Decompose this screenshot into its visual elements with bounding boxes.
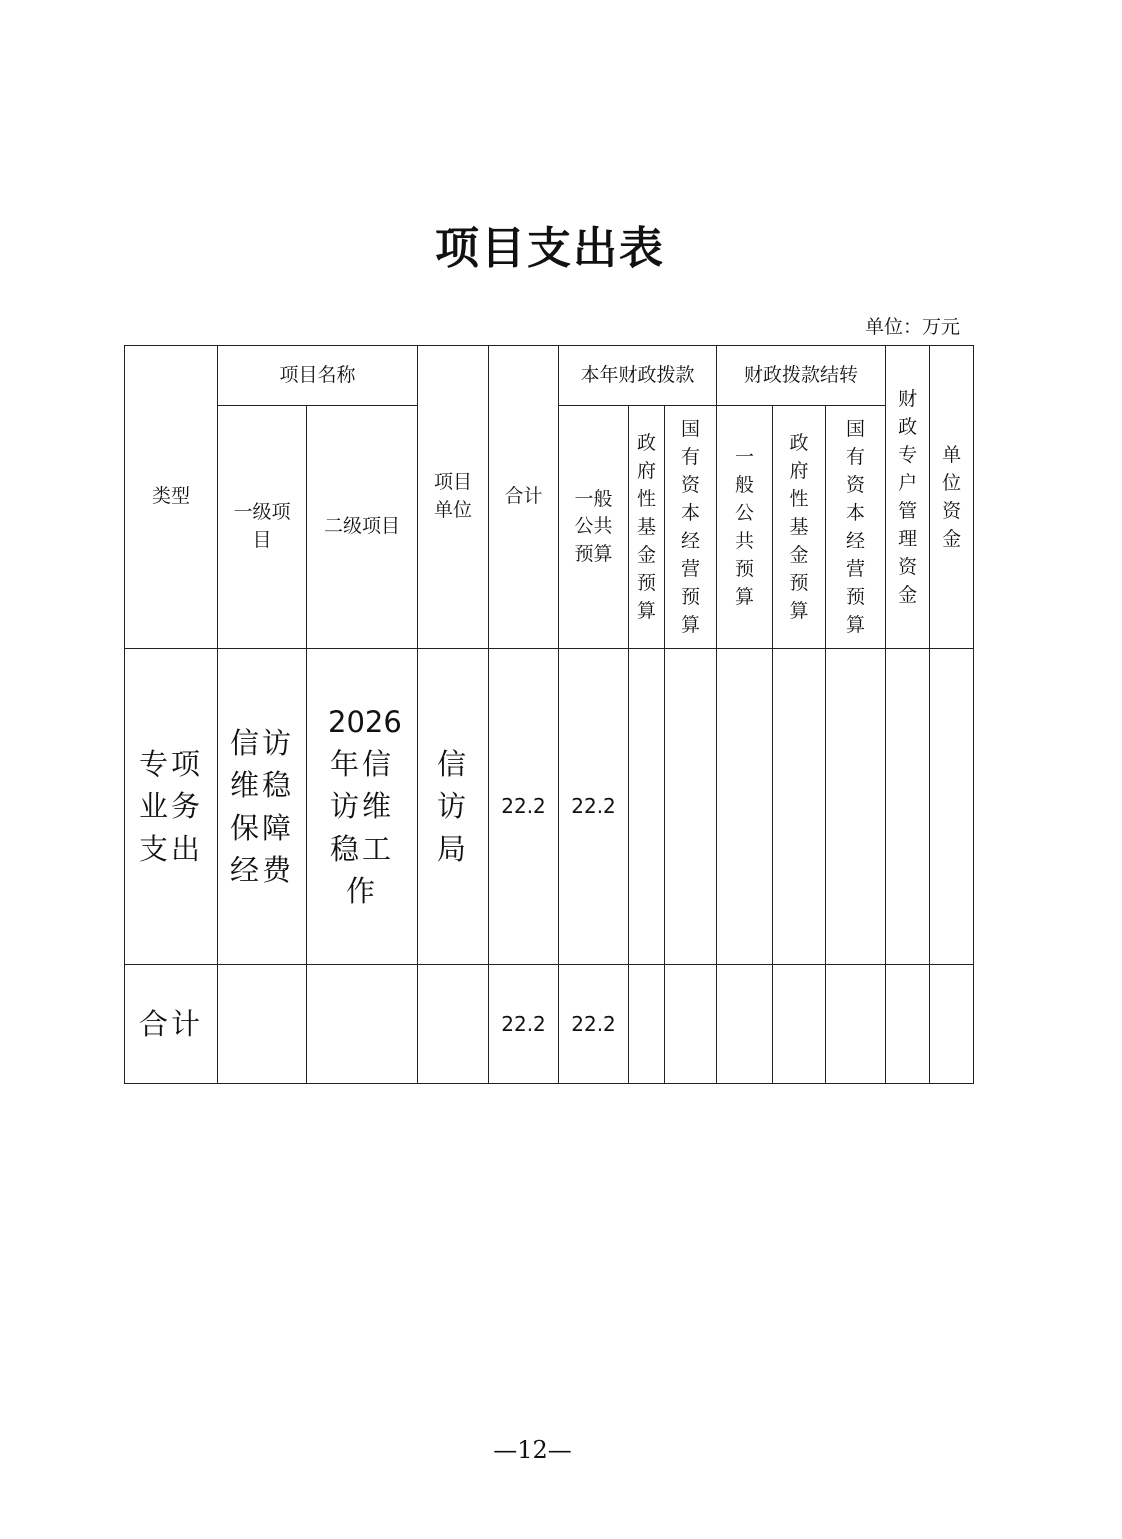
total-row (125, 965, 974, 1084)
cell-empty (773, 965, 826, 1084)
cell-unit-text: 信访局 (437, 747, 470, 866)
total-label: 合计 (125, 965, 218, 1084)
header-level2: 二级项目 (307, 406, 418, 649)
cell-empty (218, 965, 307, 1084)
cell-level2-text: 年信访维稳工作 (329, 747, 394, 908)
cell-empty (773, 649, 826, 965)
header-general-public-text: 一般公共预算 (574, 487, 613, 565)
cell-level2 (307, 649, 418, 965)
cell-total: 22.2 (489, 649, 559, 965)
header-special-account-text: 财政专户管理资金 (898, 387, 918, 607)
header-level1-text: 一级项目 (233, 501, 291, 551)
header-level1 (218, 406, 307, 649)
project-expenditure-table (124, 345, 974, 1084)
header-general-public-budget (559, 406, 629, 649)
header-gov-fund-text: 政府性基金预算 (637, 431, 657, 623)
cell-empty (665, 649, 717, 965)
header-type: 类型 (125, 346, 218, 649)
cell-empty (307, 965, 418, 1084)
cell-level1-text: 信访维稳保障经费 (229, 726, 294, 887)
cell-empty (629, 649, 665, 965)
cell-general-public-budget: 22.2 (559, 649, 629, 965)
header-project-unit (418, 346, 489, 649)
header-unit-funds-text: 单位资金 (942, 443, 962, 551)
cell-empty (826, 649, 886, 965)
cell-empty (886, 965, 930, 1084)
cell-empty (930, 965, 974, 1084)
header-carry-state-capital (826, 406, 886, 649)
total-general-public-budget: 22.2 (559, 965, 629, 1084)
cell-empty (629, 965, 665, 1084)
cell-level1 (218, 649, 307, 965)
cell-empty (665, 965, 717, 1084)
cell-empty (886, 649, 930, 965)
header-state-capital-budget (665, 406, 717, 649)
header-carry-gov-fund-text: 政府性基金预算 (789, 431, 809, 623)
cell-empty (717, 649, 773, 965)
page-number: —12— (493, 1436, 572, 1464)
header-project-unit-text: 项目单位 (434, 471, 473, 521)
header-current-year-funds: 本年财政拨款 (559, 346, 717, 406)
header-carry-general-public (717, 406, 773, 649)
header-carryover-funds: 财政拨款结转 (717, 346, 886, 406)
cell-empty (826, 965, 886, 1084)
page-title: 项目支出表 (435, 223, 665, 274)
header-carry-state-capital-text: 国有资本经营预算 (846, 417, 866, 637)
header-project-name: 项目名称 (218, 346, 418, 406)
cell-type-text: 专项业务支出 (138, 747, 203, 866)
header-carry-general-public-text: 一般公共预算 (735, 445, 755, 609)
cell-empty (930, 649, 974, 965)
total-sum: 22.2 (489, 965, 559, 1084)
cell-empty (717, 965, 773, 1084)
cell-type (125, 649, 218, 965)
unit-label: 单位：万元 (864, 316, 960, 338)
cell-level2-year: 2026 (328, 705, 402, 740)
header-carry-gov-fund (773, 406, 826, 649)
header-unit-funds (930, 346, 974, 649)
header-special-account-funds (886, 346, 930, 649)
cell-unit (418, 649, 489, 965)
header-gov-fund-budget (629, 406, 665, 649)
header-total: 合计 (489, 346, 559, 649)
header-state-capital-text: 国有资本经营预算 (681, 417, 701, 637)
cell-empty (418, 965, 489, 1084)
table-row (125, 649, 974, 965)
